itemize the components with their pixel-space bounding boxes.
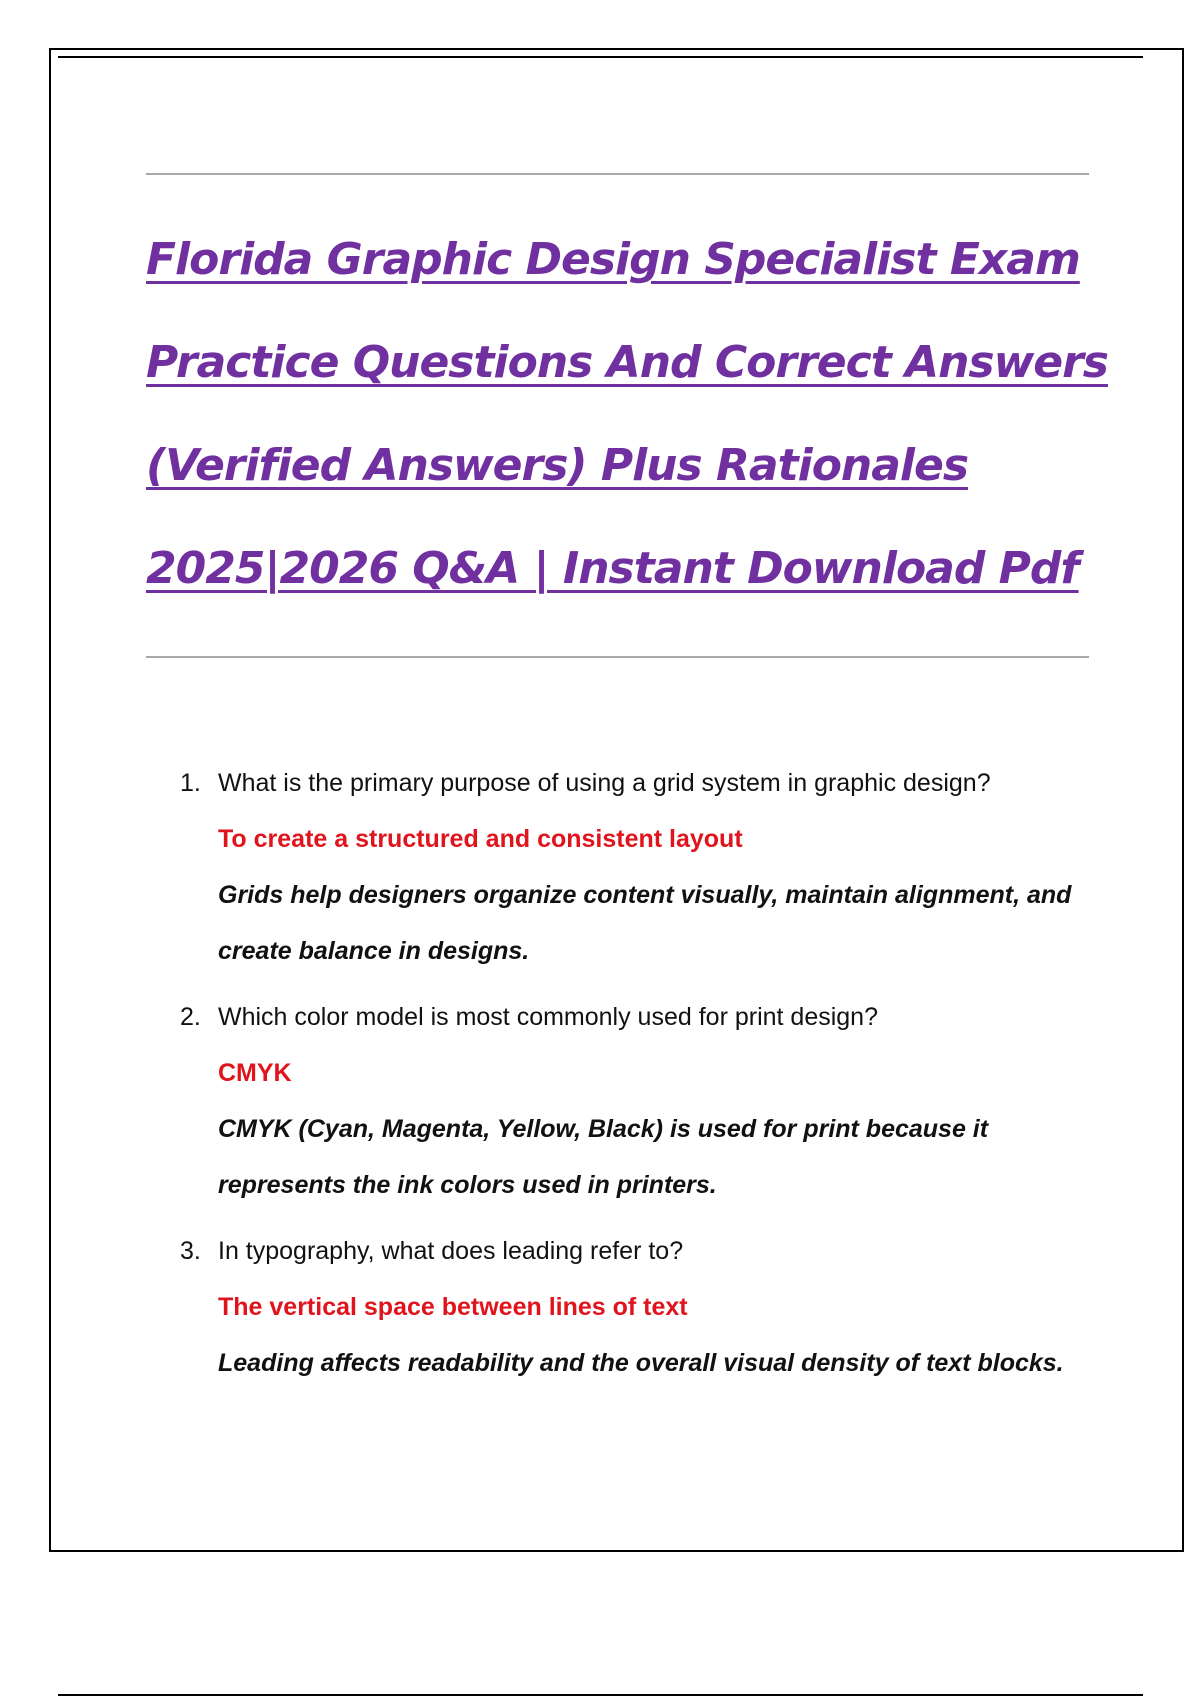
correct-answer: The vertical space between lines of text [218,1293,688,1321]
correct-answer: To create a structured and consistent layout [218,825,743,853]
page-bottom-line [58,1694,1143,1696]
rationale: Leading affects readability and the overall visual density of text blocks. [218,1349,1064,1377]
question-item-2 [180,989,1080,1213]
question-number: 1. [180,769,201,797]
title-line-2: Practice Questions And Correct Answers [146,337,1108,388]
rationale: Grids help designers organize content visually, maintain alignment, and create balance in designs. [218,881,1072,965]
question-text: In typography, what does leading refer to? [218,1237,684,1265]
question-item-1 [180,755,1080,979]
question-number: 2. [180,1003,201,1031]
title-line-4: 2025|2026 Q&A | Instant Download Pdf [146,543,1079,594]
title-top-rule [146,173,1089,175]
document-title [146,208,1106,620]
title-line-3: (Verified Answers) Plus Rationales [146,440,969,491]
correct-answer: CMYK [218,1059,292,1087]
question-item-3 [180,1223,1080,1391]
question-text: What is the primary purpose of using a grid system in graphic design? [218,769,991,797]
title-bottom-rule [146,656,1089,658]
question-list [180,755,1080,1401]
question-text: Which color model is most commonly used for print design? [218,1003,878,1031]
title-line-1: Florida Graphic Design Specialist Exam [146,234,1080,285]
question-number: 3. [180,1237,201,1265]
rationale: CMYK (Cyan, Magenta, Yellow, Black) is used for print because it represents the ink colors used in printers. [218,1115,989,1199]
